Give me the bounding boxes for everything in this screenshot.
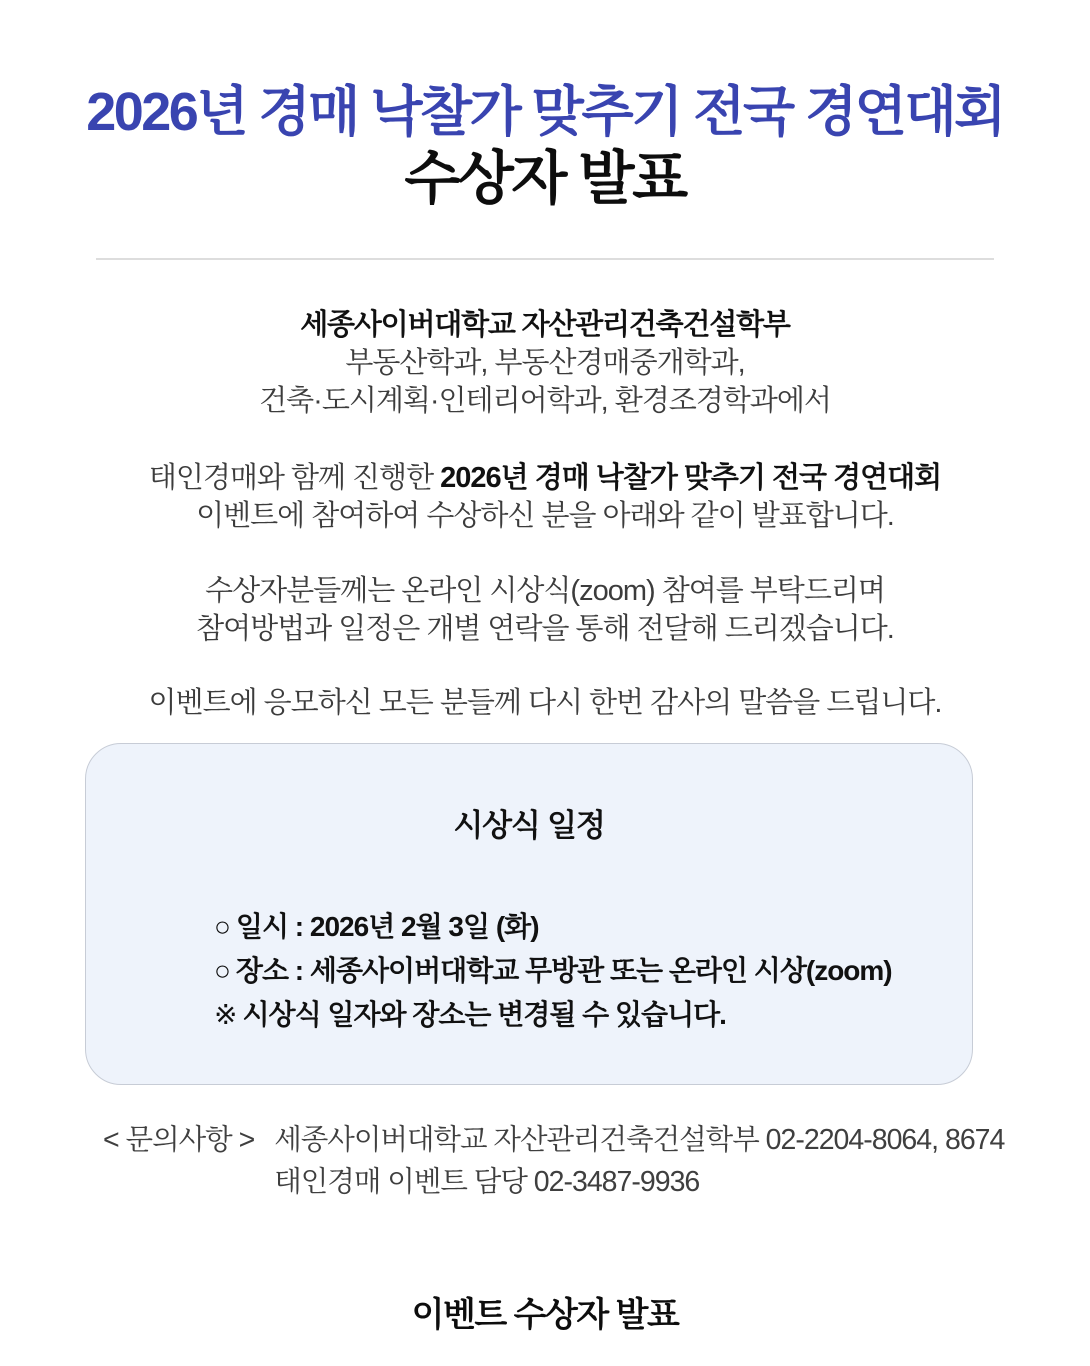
schedule-box bbox=[85, 743, 973, 1085]
contact-line-university: 세종사이버대학교 자산관리건축건설학부 02-2204-8064, 8674 bbox=[274, 1123, 1005, 1156]
schedule-item-place-text: 장소 : 세종사이버대학교 무방관 또는 온라인 시상(zoom) bbox=[235, 954, 892, 986]
schedule-item-date-text: 일시 : 2026년 2월 3일 (화) bbox=[235, 910, 539, 942]
divider-line bbox=[96, 258, 994, 260]
page-title-accent: 2026년 경매 낙찰가 맞추기 전국 경연대회 bbox=[86, 82, 1004, 142]
contact-lines bbox=[274, 1119, 1004, 1203]
ceremony-line1: 수상자분들께는 온라인 시상식(zoom) 참여를 부탁드리며 bbox=[205, 574, 885, 607]
department-heading: 세종사이버대학교 자산관리건축건설학부 bbox=[300, 308, 790, 341]
circle-bullet-icon: ○ bbox=[214, 954, 230, 986]
intro-section bbox=[0, 306, 1090, 420]
schedule-item-note-text: 시상식 일자와 장소는 변경될 수 있습니다. bbox=[242, 998, 726, 1030]
schedule-box-title: 시상식 일정 bbox=[453, 807, 605, 843]
paragraph-ceremony bbox=[0, 572, 1090, 648]
ceremony-line2: 참여방법과 일정은 개별 연락을 통해 전달해 드리겠습니다. bbox=[196, 612, 894, 645]
circle-bullet-icon: ○ bbox=[214, 910, 230, 942]
contact-line-taein: 태인경매 이벤트 담당 02-3487-9936 bbox=[274, 1165, 700, 1198]
schedule-item-date bbox=[214, 905, 932, 949]
announcement-line1 bbox=[0, 459, 1090, 497]
schedule-item-list bbox=[214, 905, 932, 1037]
schedule-item-place bbox=[214, 949, 932, 993]
paragraph-announcement bbox=[0, 459, 1090, 535]
reference-mark-icon: ※ bbox=[214, 998, 237, 1030]
announcement-prefix: 태인경매와 함께 진행한 bbox=[148, 461, 441, 494]
thanks-line1: 이벤트에 응모하신 모든 분들께 다시 한번 감사의 말씀을 드립니다. bbox=[148, 686, 942, 719]
announcement-line2: 이벤트에 참여하여 수상하신 분을 아래와 같이 발표합니다. bbox=[196, 499, 894, 532]
contest-name-bold: 2026년 경매 낙찰가 맞추기 전국 경연대회 bbox=[440, 461, 942, 494]
paragraph-thanks bbox=[0, 684, 1090, 722]
contact-label: < 문의사항 > bbox=[103, 1123, 255, 1156]
schedule-item-note bbox=[214, 993, 932, 1037]
contact-section bbox=[103, 1119, 1050, 1203]
department-line3: 건축·도시계획·인테리어학과, 환경조경학과에서 bbox=[259, 384, 831, 417]
page-title-main: 수상자 발표 bbox=[404, 145, 686, 211]
header bbox=[0, 0, 1090, 211]
footer-title: 이벤트 수상자 발표 bbox=[411, 1295, 679, 1334]
department-line2: 부동산학과, 부동산경매중개학과, bbox=[345, 346, 745, 379]
